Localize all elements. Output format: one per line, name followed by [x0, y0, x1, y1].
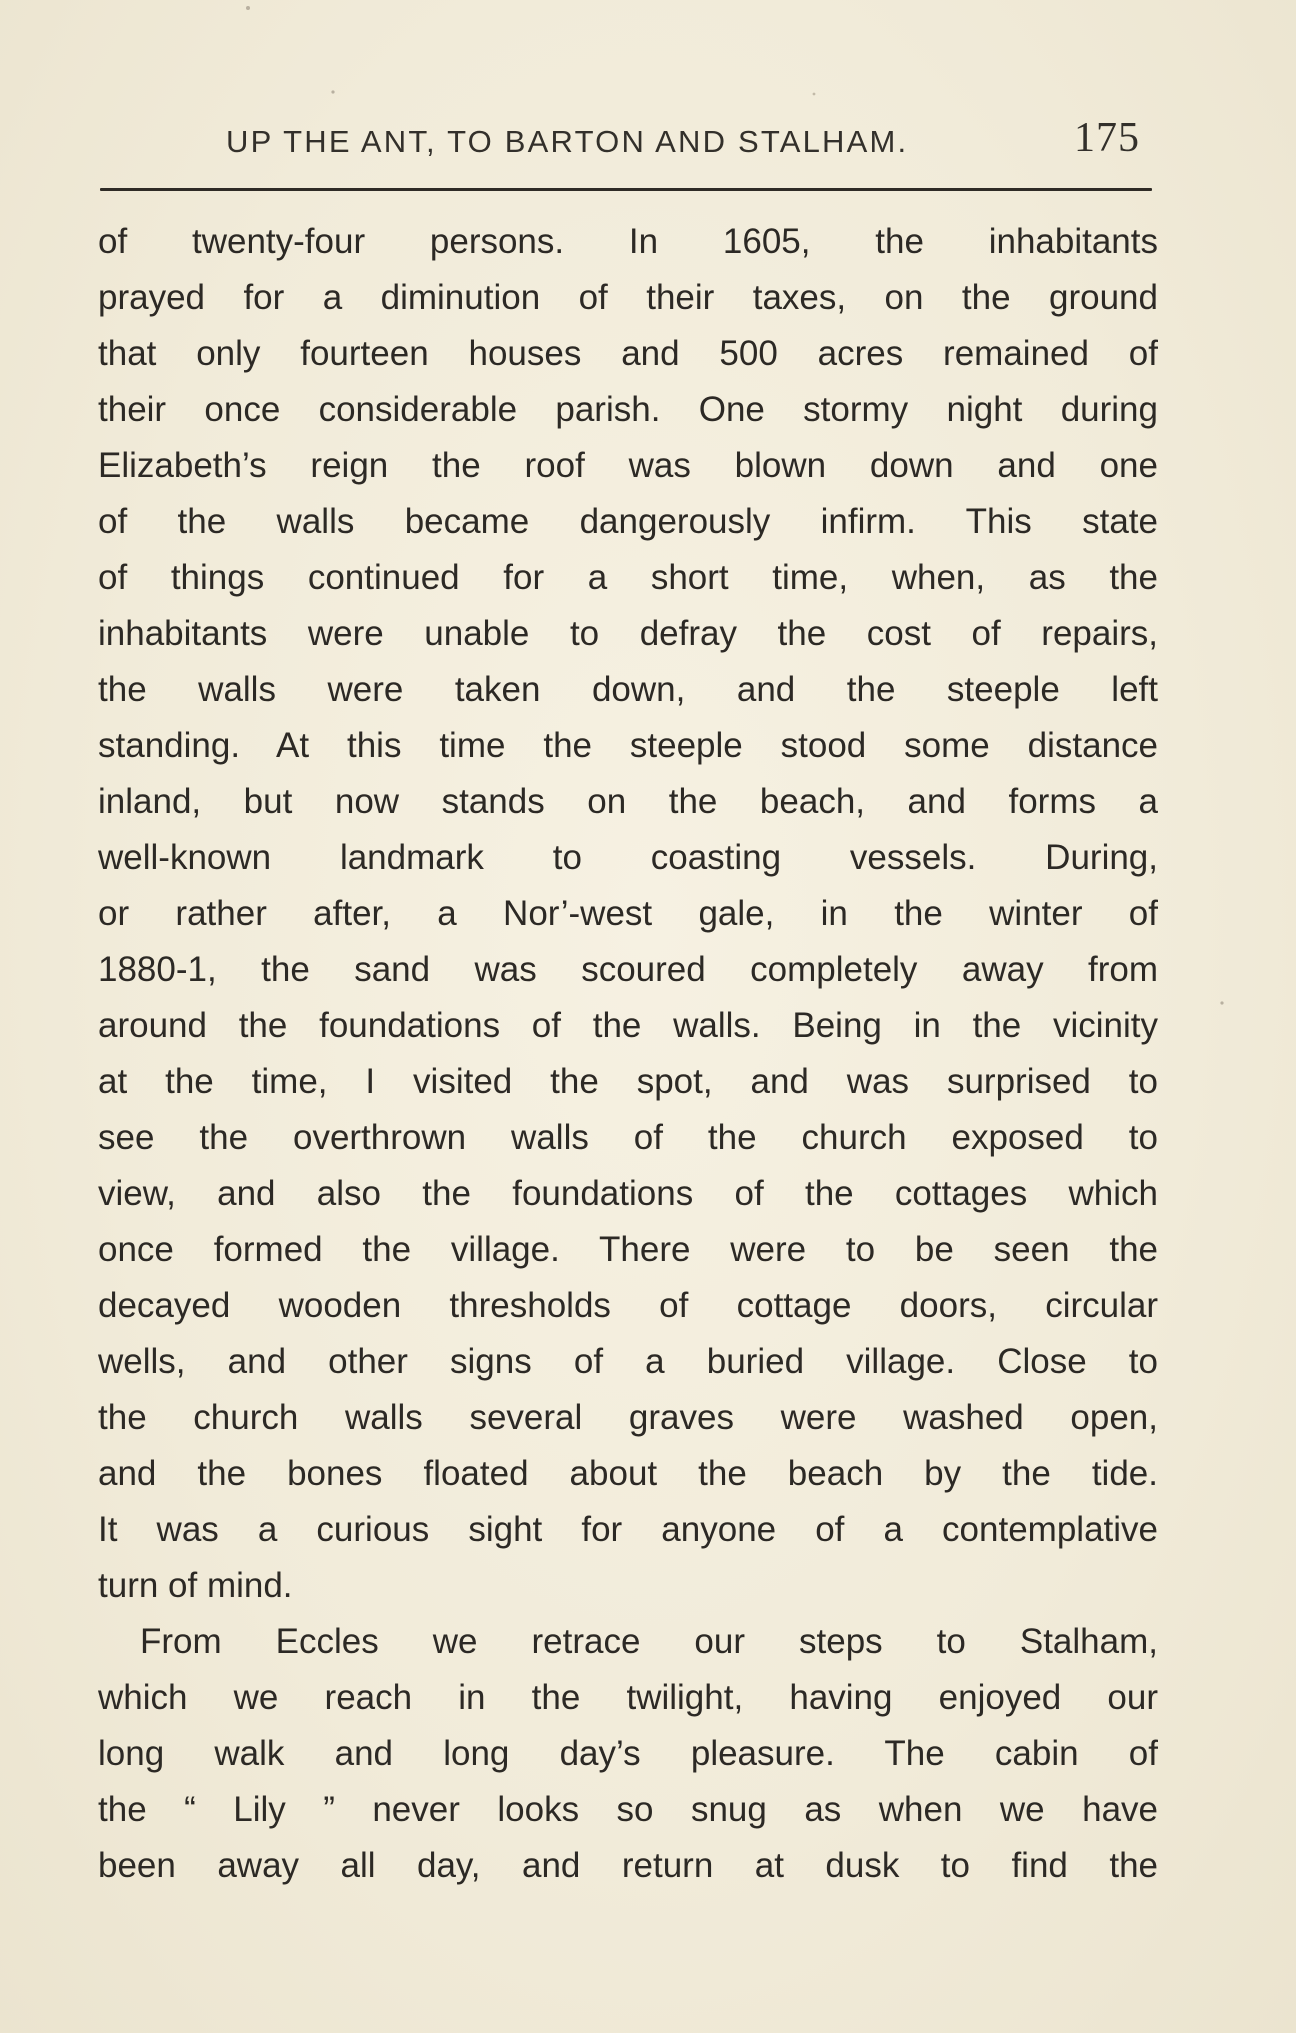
running-head [98, 115, 1150, 168]
text-line: standing. At this time the steeple stood some distance [98, 726, 1158, 765]
text-line: long walk and long day’s pleasure. The cabin of [98, 1734, 1158, 1773]
text-line: around the foundations of the walls. Being in the vicinity [98, 1006, 1158, 1045]
text-line: their once considerable parish. One stormy night during [98, 390, 1158, 429]
running-title: UP THE ANT, TO BARTON AND STALHAM. [226, 124, 909, 159]
text-line: decayed wooden thresholds of cottage doors, circular [98, 1286, 1158, 1325]
paper-speck [331, 90, 334, 93]
text-line: which we reach in the twilight, having enjoyed our [98, 1678, 1158, 1717]
paper-speck [813, 93, 816, 96]
text-line: inhabitants were unable to defray the cost of repairs, [98, 614, 1158, 653]
text-line: that only fourteen houses and 500 acres remained of [98, 334, 1158, 373]
paper-speck [246, 6, 250, 10]
header-rule [100, 188, 1152, 191]
text-line: the church walls several graves were washed open, [98, 1398, 1158, 1437]
text-line: and the bones floated about the beach by the tide. [98, 1454, 1158, 1493]
paper-speck [1220, 1001, 1223, 1004]
text-line: at the time, I visited the spot, and was surprised to [98, 1062, 1158, 1101]
page-number: 175 [1074, 115, 1140, 161]
text-line: of things continued for a short time, when, as the [98, 558, 1158, 597]
text-line: of twenty-four persons. In 1605, the inhabitants [98, 222, 1158, 261]
text-line: the “ Lily ” never looks so snug as when we have [98, 1790, 1158, 1829]
text-line: wells, and other signs of a buried village. Close to [98, 1342, 1158, 1381]
text-line: view, and also the foundations of the cottages which [98, 1174, 1158, 1213]
text-line: From Eccles we retrace our steps to Stalham, [140, 1622, 1158, 1661]
text-line: 1880-1, the sand was scoured completely away from [98, 950, 1158, 989]
paragraph-1 [98, 214, 1158, 1614]
text-line: or rather after, a Nor’-west gale, in the winter of [98, 894, 1158, 933]
body-text [98, 214, 1158, 1894]
text-line: prayed for a diminution of their taxes, on the ground [98, 278, 1158, 317]
text-line: the walls were taken down, and the steeple left [98, 670, 1158, 709]
text-line: once formed the village. There were to be seen the [98, 1230, 1158, 1269]
text-line: turn of mind. [98, 1566, 293, 1605]
text-line: Elizabeth’s reign the roof was blown down and one [98, 446, 1158, 485]
text-line: It was a curious sight for anyone of a contemplative [98, 1510, 1158, 1549]
text-line: of the walls became dangerously infirm. This state [98, 502, 1158, 541]
paragraph-2 [98, 1614, 1158, 1894]
text-line: inland, but now stands on the beach, and forms a [98, 782, 1158, 821]
text-line: see the overthrown walls of the church exposed to [98, 1118, 1158, 1157]
text-line: been away all day, and return at dusk to find the [98, 1846, 1158, 1885]
text-line: well-known landmark to coasting vessels. During, [98, 838, 1158, 877]
